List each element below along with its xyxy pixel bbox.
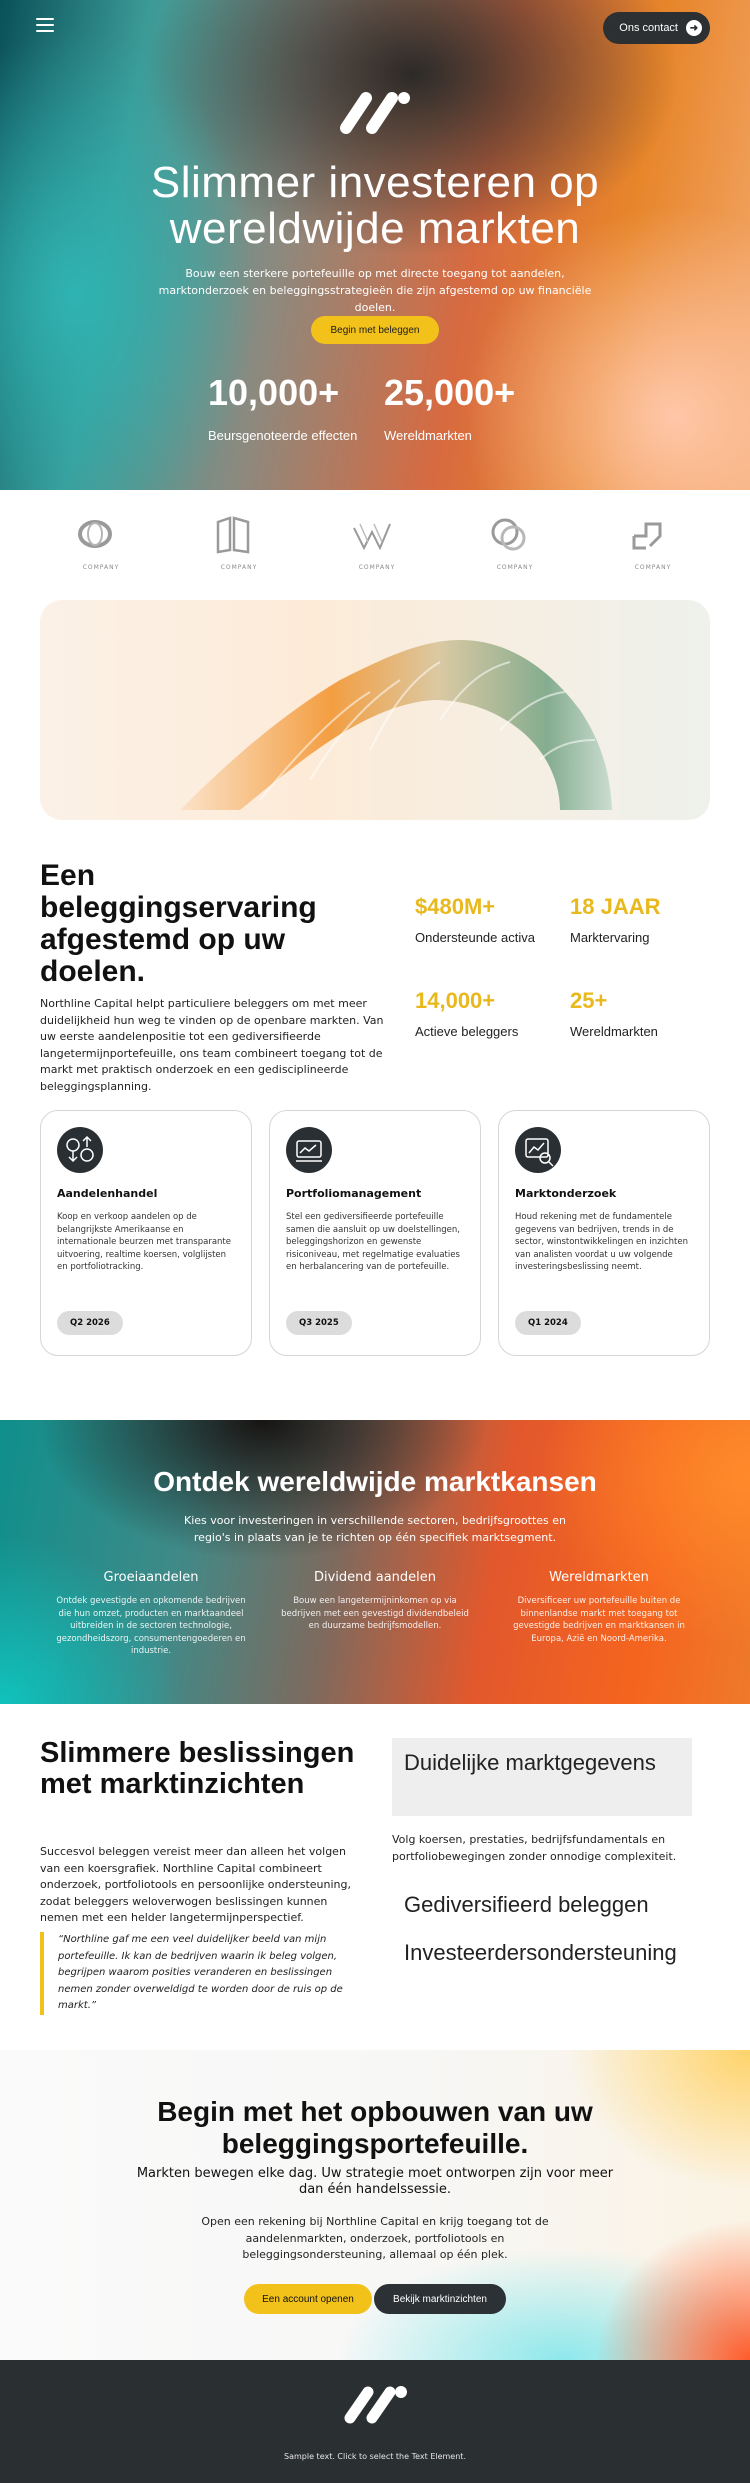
kpi-item — [415, 988, 555, 1039]
hero-stat — [208, 372, 357, 443]
hero-stat-value: 25,000+ — [384, 372, 516, 413]
opportunity-body: Diversificeer uw portefeuille buiten de binnenlandse markt met toegang tot gevestigde bedrijven en marktkansen in Europa, Azië en Noord-Amerika. — [513, 1596, 685, 1644]
kpi-label: Actieve beleggers — [415, 1024, 519, 1039]
company-logo — [626, 514, 680, 572]
hero-section — [0, 0, 750, 490]
opportunity-title: Groeiaandelen — [103, 1570, 199, 1585]
kpi-label: Wereldmarkten — [570, 1024, 658, 1039]
kpi-label: Marktervaring — [570, 930, 650, 945]
company-logo — [74, 514, 128, 572]
experience-title: Een beleggingservaring afgestemd op uw doelen. — [40, 859, 317, 988]
company-logo — [488, 514, 542, 572]
company-logo-word: COMPANY — [358, 564, 396, 571]
arrow-right-icon: ➜ — [686, 20, 702, 36]
experience-body: Northline Capital helpt particuliere beleggers om met meer duidelijkheid hun weg te vinden op de openbare markten. Van uw eerste aandelenpositie tot een gediversifieerde langetermijnportefeuille, ons team combineert toegang tot de markt met praktisch onderzoek en een gedisciplineerde beleggingsplanning. — [40, 997, 384, 1093]
card-date-tag: Q1 2024 — [515, 1311, 581, 1335]
company-logo-word: COMPANY — [82, 564, 120, 571]
kpi-item — [570, 894, 700, 945]
service-card[interactable] — [269, 1110, 481, 1356]
market-insights-button[interactable]: Bekijk marktinzichten — [374, 2284, 506, 2314]
insights-section — [0, 1704, 750, 2050]
opportunity-body: Bouw een langetermijninkomen op via bedrijven met een gevestigd dividendbeleid en duurzame bedrijfsmodellen. — [281, 1596, 469, 1631]
card-title: Portfoliomanagement — [286, 1187, 422, 1200]
opportunity-title: Dividend aandelen — [313, 1570, 437, 1585]
hero-subtitle: Bouw een sterkere portefeuille op met directe toegang tot aandelen, marktonderzoek en beleggingsstrategieën die zijn afgestemd op uw financiële doelen. — [158, 267, 592, 314]
market-data-box: Duidelijke marktgegevens — [392, 1738, 692, 1816]
card-title: Aandelenhandel — [57, 1187, 158, 1200]
company-logo-word: COMPANY — [634, 564, 672, 571]
experience-section — [0, 820, 750, 1110]
market-data-body: Volg koersen, prestaties, bedrijfsfundamentals en portfoliobewegingen zonder onnodige complexiteit. — [392, 1833, 677, 1863]
partner-logos — [0, 490, 750, 600]
hero-stat-value: 10,000+ — [208, 372, 340, 413]
kpi-label: Ondersteunde activa — [415, 930, 535, 945]
company-logo-icon — [74, 514, 116, 556]
kpi-value: 18 JAAR — [570, 894, 661, 919]
footer-text[interactable]: Sample text. Click to select the Text Element. — [284, 2452, 466, 2461]
insights-title: Slimmere beslissingen met marktinzichten — [40, 1737, 355, 1800]
feature-item: Gediversifieerd beleggen — [404, 1892, 649, 1917]
company-logo-icon — [488, 514, 530, 556]
open-account-button[interactable]: Een account openen — [244, 2284, 372, 2314]
hero-title — [0, 160, 750, 252]
opportunity-title: Wereldmarkten — [549, 1570, 649, 1585]
company-logo-icon — [626, 514, 668, 556]
kpi-value: $480M+ — [415, 894, 496, 919]
service-card[interactable] — [40, 1110, 252, 1356]
opportunity-column — [280, 1570, 470, 1633]
feature-item: Investeerdersondersteuning — [404, 1940, 677, 1965]
hero-title-line1: Slimmer investeren op — [150, 158, 600, 207]
service-card[interactable] — [498, 1110, 710, 1356]
hamburger-menu-icon[interactable] — [36, 18, 54, 32]
cta-section — [0, 2050, 750, 2360]
kpi-value: 25+ — [570, 988, 608, 1013]
hero-stat-label: Wereldmarkten — [384, 428, 472, 443]
spiral-artwork-icon — [40, 600, 710, 820]
opportunity-column — [504, 1570, 694, 1645]
opportunities-subtitle: Kies voor investeringen in verschillende sectoren, bedrijfsgroottes en regio's in plaats van je te richten op één specifiek marktsegment. — [183, 1514, 567, 1544]
contact-button-label: Ons contact — [619, 22, 678, 34]
company-logo-word: COMPANY — [220, 564, 258, 571]
contact-button[interactable] — [603, 12, 710, 44]
brand-logo-icon — [338, 90, 412, 136]
footer-logo-icon — [342, 2384, 408, 2426]
footer — [0, 2360, 750, 2483]
market-research-icon — [515, 1127, 561, 1173]
kpi-item — [570, 988, 700, 1039]
hero-title-line2: wereldwijde markten — [169, 204, 581, 253]
company-logo — [212, 514, 266, 572]
card-title: Marktonderzoek — [515, 1187, 617, 1200]
card-body: Houd rekening met de fundamentele gegevens van bedrijven, trends in de sector, winstontwikkelingen en inzichten van analisten voordat u uw volgende investeringsbeslissing neemt. — [515, 1212, 688, 1272]
card-body: Stel een gediversifieerde portefeuille samen die aansluit op uw doelstellingen, beleggingshorizon en gewenste risiconiveau, met regelmatige evaluaties en herbalancering van de portefeuille. — [286, 1212, 461, 1272]
opportunities-section — [0, 1420, 750, 1704]
services-cards — [0, 1110, 750, 1420]
company-logo-word: COMPANY — [496, 564, 534, 571]
cta-body: Open een rekening bij Northline Capital en krijg toegang tot de aandelenmarkten, onderzoek, portfoliotools en beleggingsondersteuning, allemaal op één plek. — [201, 2215, 549, 2261]
hero-stat — [384, 372, 515, 443]
card-body: Koop en verkoop aandelen op de belangrijkste Amerikaanse en internationale beurzen met transparante uitvoering, realtime koersen, volglijsten en portfoliotracking. — [57, 1212, 231, 1272]
company-logo — [350, 514, 404, 572]
portfolio-icon — [286, 1127, 332, 1173]
cta-title: Begin met het opbouwen van uw beleggingsportefeuille. — [157, 2096, 593, 2159]
kpi-item — [415, 894, 535, 945]
company-logo-icon — [350, 514, 392, 556]
card-date-tag: Q2 2026 — [57, 1311, 123, 1335]
abstract-banner-image — [40, 600, 710, 820]
opportunities-title: Ontdek wereldwijde marktkansen — [153, 1466, 597, 1497]
company-logo-icon — [212, 514, 254, 556]
card-date-tag: Q3 2025 — [286, 1311, 352, 1335]
start-investing-button[interactable]: Begin met beleggen — [311, 316, 439, 344]
stock-exchange-icon — [57, 1127, 103, 1173]
testimonial-quote: “Northline gaf me een veel duidelijker beeld van mijn portefeuille. Ik kan de bedrijven waarin ik beleg volgen, begrijpen waarom posities veranderen en beslissingen nemen zonder overweldigd te worden door de ruis op de markt.” — [40, 1932, 360, 2015]
opportunity-body: Ontdek gevestigde en opkomende bedrijven die hun omzet, producten en marktaandeel uitbreiden in de sectoren technologie, gezondheidszorg, consumentengoederen en industrie. — [56, 1596, 246, 1656]
cta-lead: Markten bewegen elke dag. Uw strategie moet ontworpen zijn voor meer dan één handelssessie. — [136, 2166, 614, 2197]
opportunity-column — [56, 1570, 246, 1658]
hero-stat-label: Beursgenoteerde effecten — [208, 428, 358, 443]
kpi-value: 14,000+ — [415, 988, 496, 1013]
insights-body: Succesvol beleggen vereist meer dan alleen het volgen van een koersgrafiek. Northline Capital combineert onderzoek, portfoliotools en persoonlijke ondersteuning, zodat beleggers weloverwogen beslissingen kunnen nemen met een helder langetermijnperspectief. — [40, 1845, 351, 1924]
